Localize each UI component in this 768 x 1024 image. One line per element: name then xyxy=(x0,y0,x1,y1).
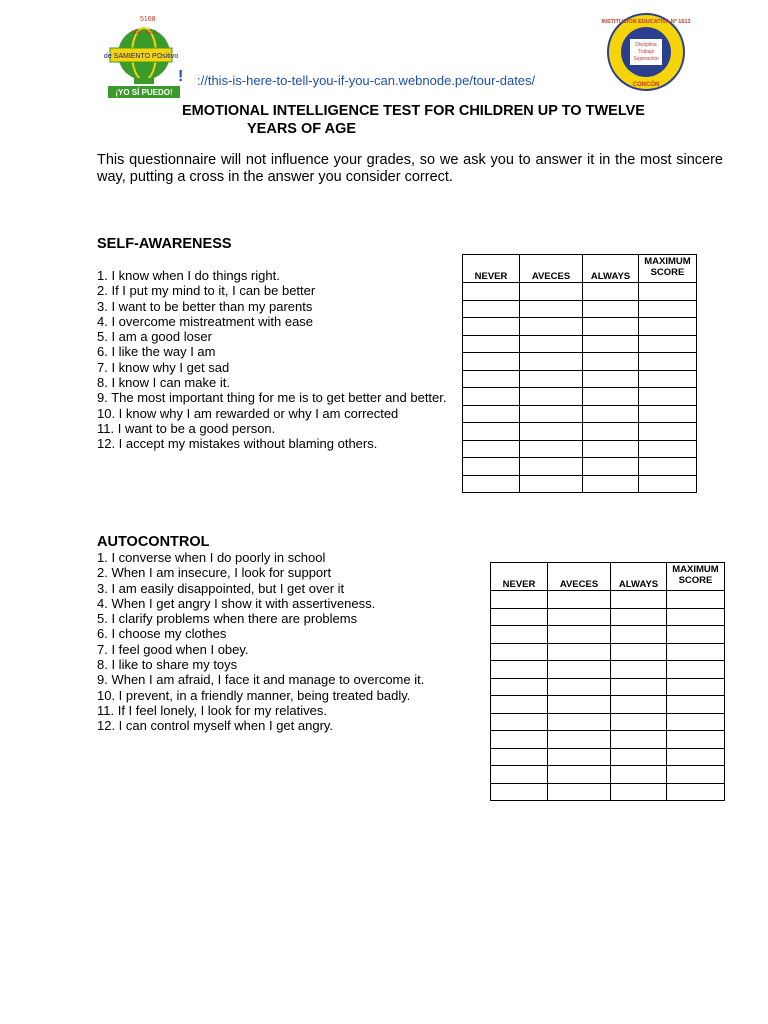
answer-cell[interactable] xyxy=(491,643,548,661)
svg-text:Disciplina: Disciplina xyxy=(635,42,657,48)
answer-cell[interactable] xyxy=(583,388,639,406)
answer-cell[interactable] xyxy=(667,713,725,731)
answer-row xyxy=(491,783,725,801)
answer-cell[interactable] xyxy=(491,626,548,644)
svg-text:¡YO SÍ PUEDO!: ¡YO SÍ PUEDO! xyxy=(115,88,173,97)
answer-cell[interactable] xyxy=(583,353,639,371)
answer-cell[interactable] xyxy=(667,748,725,766)
answer-cell[interactable] xyxy=(611,678,667,696)
answer-cell[interactable] xyxy=(491,713,548,731)
question-item: 12. I accept my mistakes without blaming others. xyxy=(97,436,378,452)
question-item: 4. I overcome mistreatment with ease xyxy=(97,313,314,329)
answer-cell[interactable] xyxy=(491,661,548,679)
answer-row xyxy=(463,300,697,318)
svg-text:Superación: Superación xyxy=(633,56,659,62)
question-list-self-awareness xyxy=(97,268,462,452)
answer-cell[interactable] xyxy=(548,748,611,766)
column-header-aveces: AVECES xyxy=(520,255,583,283)
svg-text:Trabajo: Trabajo xyxy=(637,49,655,55)
answer-cell[interactable] xyxy=(583,335,639,353)
section-heading-autocontrol: AUTOCONTROL xyxy=(97,534,210,550)
answer-cell[interactable] xyxy=(463,475,520,493)
answer-cell[interactable] xyxy=(548,608,611,626)
exclamation-mark: ! xyxy=(178,68,184,85)
answer-row xyxy=(491,748,725,766)
answer-cell[interactable] xyxy=(520,458,583,476)
answer-cell[interactable] xyxy=(548,696,611,714)
answer-cell[interactable] xyxy=(611,766,667,784)
column-header-never: NEVER xyxy=(491,563,548,591)
question-item: 10. I prevent, in a friendly manner, being treated badly. xyxy=(97,687,411,703)
answer-cell[interactable] xyxy=(548,713,611,731)
answer-row xyxy=(463,370,697,388)
answer-cell[interactable] xyxy=(639,353,697,371)
answer-cell[interactable] xyxy=(491,678,548,696)
answer-row xyxy=(491,591,725,609)
answer-cell[interactable] xyxy=(667,678,725,696)
answer-row xyxy=(463,335,697,353)
answer-cell[interactable] xyxy=(520,405,583,423)
answer-cell[interactable] xyxy=(548,678,611,696)
answer-cell[interactable] xyxy=(583,283,639,301)
column-header-always: ALWAYS xyxy=(583,255,639,283)
question-item: 9. The most important thing for me is to get better and better. xyxy=(97,390,447,406)
column-header-maximum-score: MAXIMUM SCORE xyxy=(667,563,725,591)
answer-cell[interactable] xyxy=(611,713,667,731)
answer-cell[interactable] xyxy=(491,591,548,609)
answer-cell[interactable] xyxy=(611,731,667,749)
answer-cell[interactable] xyxy=(520,283,583,301)
answer-cell[interactable] xyxy=(520,388,583,406)
answer-cell[interactable] xyxy=(463,318,520,336)
question-item: 1. I know when I do things right. xyxy=(97,268,280,283)
answer-cell[interactable] xyxy=(611,783,667,801)
question-list-autocontrol xyxy=(97,550,462,734)
question-item: 6. I choose my clothes xyxy=(97,626,227,642)
answer-row xyxy=(463,405,697,423)
answer-cell[interactable] xyxy=(639,318,697,336)
answer-cell[interactable] xyxy=(583,440,639,458)
question-item: 10. I know why I am rewarded or why I am corrected xyxy=(97,405,399,421)
answer-cell[interactable] xyxy=(520,300,583,318)
question-item: 7. I know why I get sad xyxy=(97,359,230,375)
question-item: 2. If I put my mind to it, I can be better xyxy=(97,283,316,299)
answer-cell[interactable] xyxy=(639,300,697,318)
page-title-line-1: EMOTIONAL INTELLIGENCE TEST FOR CHILDREN UP TO TWELVE xyxy=(182,103,645,119)
answer-cell[interactable] xyxy=(463,353,520,371)
svg-text:de SAMIENTO POsitivo: de SAMIENTO POsitivo xyxy=(103,53,179,60)
column-header-aveces: AVECES xyxy=(548,563,611,591)
svg-text:INSTITUCIÓN EDUCATIVA Nº 1613: INSTITUCIÓN EDUCATIVA Nº 1613 xyxy=(601,19,691,25)
answer-cell[interactable] xyxy=(463,300,520,318)
answer-cell[interactable] xyxy=(548,766,611,784)
svg-text:LER · GEO: LER · GEO xyxy=(131,30,157,36)
answer-cell[interactable] xyxy=(639,388,697,406)
answer-cell[interactable] xyxy=(548,731,611,749)
answer-row xyxy=(491,661,725,679)
answer-cell[interactable] xyxy=(611,748,667,766)
answer-row xyxy=(463,353,697,371)
answer-cell[interactable] xyxy=(667,591,725,609)
question-item: 6. I like the way I am xyxy=(97,344,216,360)
answer-cell[interactable] xyxy=(667,766,725,784)
header-url[interactable]: ://this-is-here-to-tell-you-if-you-can.webnode.pe/tour-dates/ xyxy=(197,73,536,88)
answer-row xyxy=(491,608,725,626)
answer-cell[interactable] xyxy=(667,661,725,679)
answer-row xyxy=(463,423,697,441)
answer-cell[interactable] xyxy=(583,300,639,318)
answer-row xyxy=(491,626,725,644)
answer-row xyxy=(491,678,725,696)
answer-cell[interactable] xyxy=(520,440,583,458)
answer-cell[interactable] xyxy=(583,370,639,388)
question-item: 5. I clarify problems when there are problems xyxy=(97,611,358,627)
answer-cell[interactable] xyxy=(491,766,548,784)
answer-row xyxy=(491,766,725,784)
question-item: 3. I want to be better than my parents xyxy=(97,298,313,314)
answer-cell[interactable] xyxy=(548,591,611,609)
answer-cell[interactable] xyxy=(667,783,725,801)
question-item: 9. When I am afraid, I face it and manage to overcome it. xyxy=(97,672,425,688)
institution-seal xyxy=(601,12,691,92)
answer-cell[interactable] xyxy=(639,335,697,353)
answer-cell[interactable] xyxy=(611,591,667,609)
answer-cell[interactable] xyxy=(611,643,667,661)
school-logo-left xyxy=(104,12,184,100)
answer-row xyxy=(491,696,725,714)
intro-paragraph: This questionnaire will not influence your grades, so we ask you to answer it in the most sincere way, putting a cross in the answer you consider correct. xyxy=(97,152,723,185)
question-item: 11. I want to be a good person. xyxy=(97,420,276,436)
column-header-never: NEVER xyxy=(463,255,520,283)
answer-cell[interactable] xyxy=(463,370,520,388)
svg-text:5168: 5168 xyxy=(140,16,156,23)
answer-cell[interactable] xyxy=(520,318,583,336)
section-heading-self-awareness: SELF-AWARENESS xyxy=(97,236,232,252)
answer-cell[interactable] xyxy=(520,335,583,353)
answer-cell[interactable] xyxy=(639,423,697,441)
question-item: 3. I am easily disappointed, but I get over it xyxy=(97,580,345,596)
answer-row xyxy=(491,731,725,749)
answer-cell[interactable] xyxy=(548,783,611,801)
answer-cell[interactable] xyxy=(639,405,697,423)
answer-cell[interactable] xyxy=(520,423,583,441)
question-item: 4. When I get angry I show it with assertiveness. xyxy=(97,595,376,611)
answer-cell[interactable] xyxy=(583,458,639,476)
answer-cell[interactable] xyxy=(491,731,548,749)
answer-cell[interactable] xyxy=(463,335,520,353)
answer-cell[interactable] xyxy=(583,423,639,441)
answer-cell[interactable] xyxy=(548,661,611,679)
answer-cell[interactable] xyxy=(463,388,520,406)
answer-row xyxy=(463,458,697,476)
question-item: 5. I am a good loser xyxy=(97,329,212,345)
answer-cell[interactable] xyxy=(520,475,583,493)
answer-cell[interactable] xyxy=(667,643,725,661)
answer-grid-autocontrol xyxy=(490,562,725,801)
answer-cell[interactable] xyxy=(611,608,667,626)
answer-cell[interactable] xyxy=(583,475,639,493)
answer-cell[interactable] xyxy=(639,440,697,458)
answer-cell[interactable] xyxy=(667,696,725,714)
question-item: 11. If I feel lonely, I look for my relatives. xyxy=(97,702,328,718)
answer-cell[interactable] xyxy=(667,626,725,644)
question-item: 2. When I am insecure, I look for support xyxy=(97,565,332,581)
column-header-always: ALWAYS xyxy=(611,563,667,591)
answer-row xyxy=(463,440,697,458)
answer-cell[interactable] xyxy=(491,608,548,626)
answer-row xyxy=(463,475,697,493)
answer-cell[interactable] xyxy=(548,626,611,644)
answer-cell[interactable] xyxy=(463,440,520,458)
answer-cell[interactable] xyxy=(491,748,548,766)
column-header-maximum-score: MAXIMUM SCORE xyxy=(639,255,697,283)
question-item: 8. I know I can make it. xyxy=(97,375,230,391)
answer-cell[interactable] xyxy=(639,475,697,493)
answer-cell[interactable] xyxy=(611,661,667,679)
answer-row xyxy=(463,318,697,336)
answer-cell[interactable] xyxy=(463,283,520,301)
answer-row xyxy=(463,283,697,301)
svg-text:CONCÓN: CONCÓN xyxy=(632,82,660,88)
answer-cell[interactable] xyxy=(548,643,611,661)
answer-row xyxy=(463,388,697,406)
answer-cell[interactable] xyxy=(520,353,583,371)
answer-cell[interactable] xyxy=(583,405,639,423)
question-item: 8. I like to share my toys xyxy=(97,657,238,673)
answer-cell[interactable] xyxy=(639,283,697,301)
page-title-line-2: YEARS OF AGE xyxy=(247,121,357,137)
answer-cell[interactable] xyxy=(639,458,697,476)
answer-row xyxy=(491,643,725,661)
answer-cell[interactable] xyxy=(667,731,725,749)
question-item: 12. I can control myself when I get angry. xyxy=(97,718,334,734)
answer-grid-self-awareness xyxy=(462,254,697,493)
answer-row xyxy=(491,713,725,731)
answer-cell[interactable] xyxy=(463,458,520,476)
answer-cell[interactable] xyxy=(583,318,639,336)
answer-cell[interactable] xyxy=(667,608,725,626)
answer-cell[interactable] xyxy=(639,370,697,388)
question-item: 7. I feel good when I obey. xyxy=(97,641,249,657)
answer-cell[interactable] xyxy=(611,696,667,714)
answer-cell[interactable] xyxy=(520,370,583,388)
answer-cell[interactable] xyxy=(463,423,520,441)
answer-cell[interactable] xyxy=(611,626,667,644)
question-item: 1. I converse when I do poorly in school xyxy=(97,550,326,565)
answer-cell[interactable] xyxy=(463,405,520,423)
answer-cell[interactable] xyxy=(491,696,548,714)
answer-cell[interactable] xyxy=(491,783,548,801)
